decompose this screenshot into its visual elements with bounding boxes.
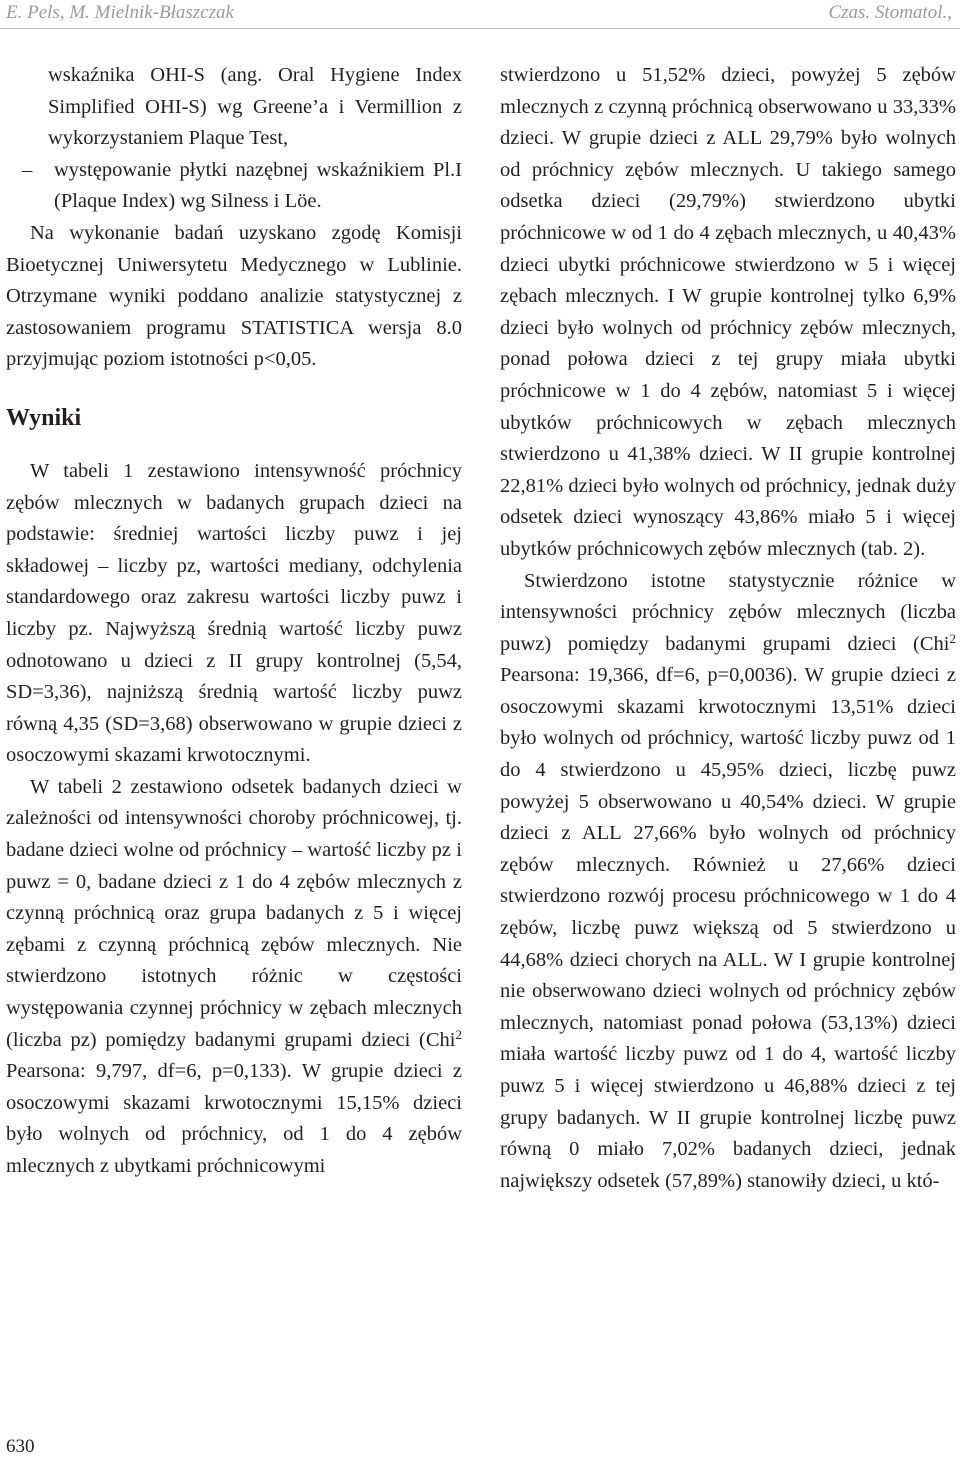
list-continuation: wskaźnika OHI-S (ang. Oral Hygiene Index Simplified OHI-S) wg Greene’a i Vermillion z wykorzystaniem Plaque Test,: [48, 64, 462, 150]
chi-square-superscript: 2: [455, 1026, 462, 1042]
results-paragraph-1: W tabeli 1 zestawiono intensywność próchnicy zębów mlecznych w badanych grupach dzieci na podstawie: średniej wartości liczby puwz i jej składowej – liczby pz, wartości mediany, odchylenia standardowego oraz zakresu wartości liczby puwz i liczby pz. Najwyższą średnią wartość liczby puwz odnotowano u dzieci z II grupy kontrolnej (5,54, SD=3,36), najniższą średnią wartość liczby puwz równą 4,35 (SD=3,68) obserwowano w grupie dzieci z osoczowymi skazami krwotocznymi.: [6, 459, 462, 767]
left-column: [6, 60, 462, 1183]
header-rule: [0, 28, 960, 29]
section-heading-results: Wyniki: [6, 404, 82, 431]
list-item-text: występowanie płytki nazębnej wskaźnikiem Pl.I (Plaque Index) wg Silness i Löe.: [54, 158, 462, 213]
running-head: [0, 0, 960, 32]
running-head-journal: Czas. Stomatol.,: [828, 2, 952, 23]
results-paragraph-4-text-a: Stwierdzono istotne statystycznie różnice w intensywności próchnicy zębów mlecznych (liczba puwz) pomiędzy badanymi grupami dzieci (Chi: [500, 569, 956, 655]
running-head-authors: E. Pels, M. Mielnik-Błaszczak: [6, 2, 234, 23]
chi-square-superscript: 2: [949, 630, 956, 646]
results-paragraph-2: [6, 772, 462, 1183]
methods-paragraph: Na wykonanie badań uzyskano zgodę Komisji Bioetycznej Uniwersytetu Medycznego w Lublinie. Otrzymane wyniki poddano analizie statystycznej z zastosowaniem programu STATISTICA wersja 8.0 przyjmując poziom istotności p<0,05.: [6, 221, 462, 371]
results-paragraph-4-text-b: Pearsona: 19,366, df=6, p=0,0036). W grupie dzieci z osoczowymi skazami krwotocznymi 13,51% dzieci było wolnych od próchnicy, wartość liczby puwz od 1 do 4 stwierdzono u 45,95% dzieci, liczbę puwz powyżej 5 obserwowano u 40,54% dzieci. W grupie dzieci z ALL 27,66% było wolnych od próchnicy zębów mlecznych. Również u 27,66% dzieci stwierdzono rozwój procesu próchnicowego w 1 do 4 zębów, liczbę puwz większą od 5 stwierdzono u 44,68% dzieci chorych na ALL. W I grupie kontrolnej nie obserwowano dzieci wolnych od próchnicy zębów mlecznych, natomiast ponad połowa (53,13%) dzieci miała wartość liczby puwz od 1 do 4, wartość liczby puwz 5 i więcej stwierdzono u 46,88% dzieci z tej grupy badanych. W II grupie kontrolnej liczbę puwz równą 0 miało 7,02% badanych dzieci, jednak największy odsetek (57,89%) stanowiły dzieci, u któ-: [500, 664, 956, 1192]
list-dash: –: [22, 158, 33, 181]
results-paragraph-2-text-a: W tabeli 2 zestawiono odsetek badanych dzieci w zależności od intensywności choroby próchnicowej, tj. badane dzieci wolne od próchnicy – wartość liczby pz i puwz = 0, badane dzieci z 1 do 4 zębów mlecznych z czynną próchnicą oraz grupa badanych z 5 i więcej zębami z czynną próchnicą zębów mlecznych. Nie stwierdzono istotnych różnic w częstości występowania czynnej próchnicy w zębach mlecznych (liczba pz) pomiędzy badanymi grupami dzieci (Chi: [6, 775, 462, 1051]
right-column: [500, 60, 956, 1197]
results-paragraph-2-text-b: Pearsona: 9,797, df=6, p=0,133). W grupie dzieci z osoczowymi skazami krwotocznymi 15,15% dzieci było wolnych od próchnicy, od 1 do 4 zębów mlecznych z ubytkami próchnicowymi: [6, 1060, 462, 1177]
list-item: [6, 155, 462, 218]
results-paragraph-3: stwierdzono u 51,52% dzieci, powyżej 5 zębów mlecznych z czynną próchnicą obserwowano u 33,33% dzieci. W grupie dzieci z ALL 29,79% było wolnych od próchnicy zębów mlecznych. U takiego samego odsetka dzieci (29,79%) stwierdzono ubytki próchnicowe w od 1 do 4 zębach mlecznych, u 40,43% dzieci ubytki próchnicowe stwierdzono w 5 i więcej zębach mlecznych. I W grupie kontrolnej tylko 6,9% dzieci było wolnych od próchnicy zębów mlecznych, ponad połowa dzieci z tej grupy miała ubytki próchnicowe w 1 do 4 zębów, natomiast 5 i więcej ubytków próchnicowych w zębach mlecznych stwierdzono u 41,38% dzieci. W II grupie kontrolnej 22,81% dzieci było wolnych od próchnicy, jednak duży odsetek dzieci wynoszący 43,86% miało 5 i więcej ubytków próchnicowych zębów mlecznych (tab. 2).: [500, 64, 956, 560]
page-number: 630: [6, 1436, 35, 1457]
results-paragraph-4: [500, 566, 956, 1198]
